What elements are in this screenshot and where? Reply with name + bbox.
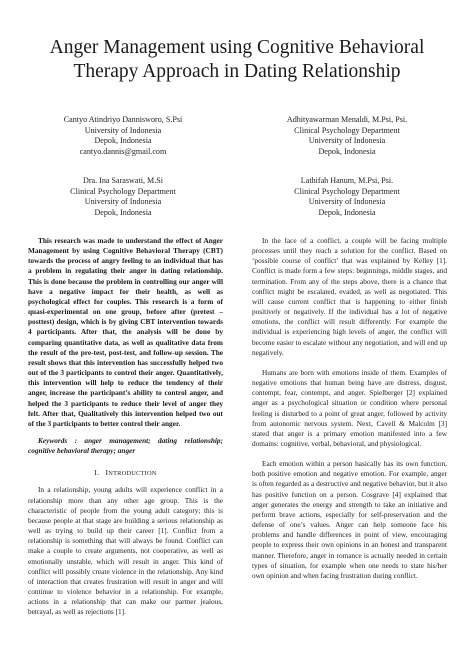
author-block-4 xyxy=(252,176,442,218)
author-block-3 xyxy=(28,176,218,218)
section-title-initial: I xyxy=(105,468,109,478)
abstract: This research was made to understand the effect of Anger Management by using Cognitive Behavioral Therapy (CBT) towards the process of angry feeling to an individual that has a problem in regulating their anger in dating relationship. This is done because the problem in controlling our anger will have a negative impact for their health, as well as psychological effect for couples. This research is a form of quasi-experimental on one group, before after (pretest – posttest) design, which is by giving CBT intervention towards 4 participants. After that, the analysis will be done by comparing quantitative data, as well as qualitative data from the result of the pre-test, post-test, and follow-up session. The result shows that this intervention has successfully helped two out of the 3 participants to control their anger. Quantitatively, this intervention will help to reduce the tendency of their anger, increase the participant’s ability to control anger, and helped the 3 participants to reduce their level of anger they felt. After that, Qualitatively this intervention helped two out of the 3 participants to better control their anger. xyxy=(28,236,223,428)
author-department: Clinical Psychology Department xyxy=(294,125,400,135)
body-paragraph: In the face of a conflict, a couple will be facing multiple processes until they reach a solution for the conflict. Based on ‘possible course of conflict’ that was explained by Kelley [1]. Conflict is made form a few steps: beginnings, middle stages, and termination. From any of the steps above, there is a chance that conflict might be escalated, evaded, as well as negotiated. This will cause current conflict that is happening to either finish positively or negatively. If the individual has a lot of negative emotions, the conflict will result differently. For example the individual is experiencing high levels of anger, the conflict will become easier to escalate without any negotiation, and will end up negatively. xyxy=(252,236,447,357)
left-column xyxy=(28,236,223,617)
section-title-rest: NTRODUCTION xyxy=(108,470,157,478)
author-location: Depok, Indonesia xyxy=(94,207,152,217)
title-line-2: Therapy Approach in Dating Relationship xyxy=(73,61,401,82)
section-number: I. xyxy=(94,468,100,478)
body-paragraph: Each emotion within a person basically has its own function, both positive emotion and negative emotion. For example, anger is often regarded as a destructive and negative behavior, but it also has positive function on a person. Cosgrave [4] explained that anger generates the energy and strength to take an initiative and perform brave actions, especially for self-preservation and the defense of one’s values. Anger can help someone face his problems and handle differences in point of view, encouraging people to express their own opinions in an honest and transparent manner. Therefore, anger in romance is actually needed in certain types of situation, for example when one needs to state his/her own opinion and when facing frustration during conflict. xyxy=(252,459,447,580)
author-affiliation: University of Indonesia xyxy=(308,136,386,146)
section-heading xyxy=(28,468,223,479)
author-name: Adhityawarman Menaldi, M.Psi, Psi. xyxy=(286,115,408,124)
author-location: Depok, Indonesia xyxy=(318,146,376,156)
author-block-2 xyxy=(252,115,442,157)
right-column xyxy=(252,236,447,581)
author-department: Clinical Psychology Department xyxy=(294,186,400,196)
author-location: Depok, Indonesia xyxy=(318,207,376,217)
paper-title xyxy=(20,36,454,84)
author-name: Lathifah Hanum, M.Psi, Psi. xyxy=(300,176,394,185)
author-email: cantyo.dannis@gmail.com xyxy=(79,146,167,156)
introduction-paragraph: In a relationship, young adults will experience conflict in a relationship more than any other age group. This is the characteristic of people from the young adult category; this is because people at that stage are building a serious relationship as well as trying to build up their career [1]. Conflict from a relationship is something that will always be found. Conflict can make a couple to create arguments, not cooperative, as well as emotionally unstable, which will result in anger. This kind of conflict will possibly create violence in the relationship. Any kind of interaction that creates frustration will result in anger and will continue to violence behavior in a relationship. For example, actions in a relationship that can make our partner jealous, betrayal, as well as rejections [1]. xyxy=(28,485,223,617)
author-department: Clinical Psychology Department xyxy=(70,186,176,196)
title-line-1: Anger Management using Cognitive Behavioral xyxy=(49,37,425,58)
body-paragraph: Humans are born with emotions inside of them. Examples of negative emotions that human being have are distress, disgust, contempt, fear, contempt, and anger. Spielberger [2] explained anger as a psychological situation or condition where personal feeling is disturbed to a point of great anger, followed by activity from autonomic nervous system. Next, Cavell & Malcolm [3] stated that anger is a primary emotion manifested into a few domains: cognitive, verbal, behavioral, and physiological. xyxy=(252,367,447,448)
author-block-1 xyxy=(28,115,218,157)
author-name: Cantyo Atindriyo Dannisworo, S.Psi xyxy=(63,115,183,124)
author-location: Depok, Indonesia xyxy=(94,136,152,146)
author-affiliation: University of Indonesia xyxy=(84,125,162,135)
author-affiliation: University of Indonesia xyxy=(84,197,162,207)
keywords: Keywords : anger management; dating relationship; cognitive behavioral therapy; anger xyxy=(28,435,223,456)
author-name: Dra. Ina Saraswati, M.Si xyxy=(82,176,164,185)
author-affiliation: University of Indonesia xyxy=(308,197,386,207)
